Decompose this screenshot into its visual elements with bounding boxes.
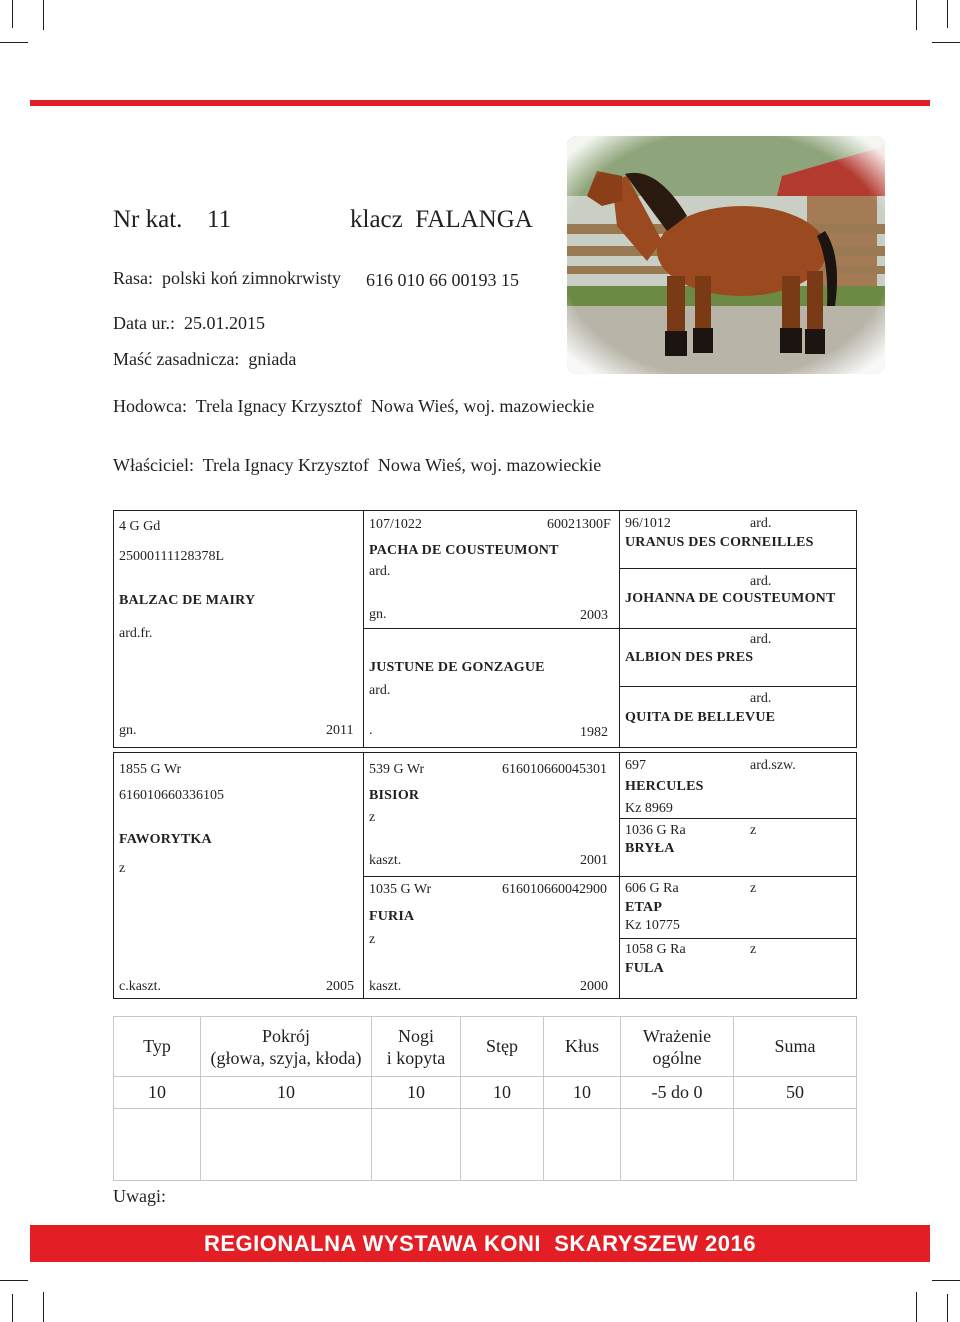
header-label: Stęp — [485, 1036, 518, 1056]
sss-reg: 96/1012 — [625, 516, 671, 531]
crop-mark — [43, 0, 44, 30]
ds-name: BISIOR — [369, 788, 420, 803]
dsd-reg: 1036 G Ra — [625, 823, 686, 838]
sire-reg: 4 G Gd — [119, 519, 161, 534]
max-value: 10 — [461, 1077, 544, 1109]
score-cell[interactable] — [114, 1109, 201, 1181]
owner: Właściciel: Trela Ignacy Krzysztof Nowa Wieś, woj. mazowieckie — [113, 455, 602, 475]
ss-color: gn. — [369, 607, 387, 622]
crop-mark — [947, 1294, 948, 1322]
sd-breed: ard. — [369, 683, 391, 698]
score-cell[interactable] — [544, 1109, 621, 1181]
header-label: Pokrój (głowa, szyja, kłoda) — [210, 1025, 362, 1068]
dds-extra: Kz 10775 — [625, 918, 680, 933]
header-step — [461, 1017, 544, 1077]
score-cell[interactable] — [734, 1109, 857, 1181]
max-value: 10 — [372, 1077, 461, 1109]
ds-id: 616010660045301 — [502, 762, 607, 777]
catalog-number: 11 — [207, 206, 232, 233]
ssd-name: JOHANNA DE COUSTEUMONT — [625, 591, 836, 606]
dd-name: FURIA — [369, 909, 415, 924]
dss-reg: 697 — [625, 758, 646, 773]
dd-year: 2000 — [580, 979, 608, 994]
sds-breed: ard. — [750, 632, 772, 647]
ds-reg: 539 G Wr — [369, 762, 425, 777]
divider — [619, 510, 620, 748]
dam-ueln: 616010660336105 — [119, 788, 224, 803]
score-cell[interactable] — [201, 1109, 372, 1181]
breed-line: Rasa: polski koń zimnokrwisty — [113, 268, 341, 288]
sire-name: BALZAC DE MAIRY — [119, 593, 256, 608]
ddd-reg: 1058 G Ra — [625, 942, 686, 957]
dam-year: 2005 — [326, 979, 354, 994]
sdd-breed: ard. — [750, 691, 772, 706]
sire-ueln: 25000111128378L — [119, 549, 224, 564]
score-max-row — [114, 1077, 857, 1109]
dsd-breed: z — [750, 823, 757, 838]
dam-breed: z — [119, 861, 126, 876]
dd-id: 616010660042900 — [502, 882, 607, 897]
ds-color: kaszt. — [369, 853, 402, 868]
ssd-breed: ard. — [750, 574, 772, 589]
banner-text: REGIONALNA WYSTAWA KONI SKARYSZEW 2016 — [203, 1231, 757, 1256]
score-cell[interactable] — [461, 1109, 544, 1181]
header-klus — [544, 1017, 621, 1077]
event-banner — [30, 1225, 930, 1262]
dds-reg: 606 G Ra — [625, 881, 679, 896]
crop-mark — [932, 1280, 960, 1281]
dss-extra: Kz 8969 — [625, 801, 673, 816]
sire-year: 2011 — [326, 723, 354, 738]
dss-breed: ard.szw. — [750, 758, 796, 773]
header-label: Typ — [143, 1036, 171, 1056]
max-value: -5 do 0 — [621, 1077, 734, 1109]
ss-id: 60021300F — [547, 517, 611, 532]
ddd-name: FULA — [625, 961, 664, 976]
ueln-number: 616 010 66 00193 15 — [366, 270, 519, 290]
header-wrazenie — [621, 1017, 734, 1077]
divider — [363, 628, 620, 629]
crop-mark — [947, 0, 948, 28]
divider — [619, 938, 857, 939]
header-label: Wrażenie ogólne — [642, 1025, 712, 1068]
header-label: Suma — [774, 1036, 816, 1056]
coat-color: Maść zasadnicza: gniada — [113, 349, 297, 369]
score-cell[interactable] — [372, 1109, 461, 1181]
ss-year: 2003 — [580, 608, 608, 623]
sss-name: URANUS DES CORNEILLES — [625, 535, 814, 550]
crop-mark — [12, 0, 13, 28]
dd-color: kaszt. — [369, 979, 402, 994]
birth-date: Data ur.: 25.01.2015 — [113, 313, 265, 333]
divider — [619, 686, 857, 687]
sdd-name: QUITA DE BELLEVUE — [625, 710, 776, 725]
dss-name: HERCULES — [625, 779, 704, 794]
dsd-name: BRYŁA — [625, 841, 675, 856]
catalog-label: Nr kat. — [113, 206, 183, 233]
divider — [619, 818, 857, 819]
score-entry-row — [114, 1109, 857, 1181]
header-label: Kłus — [564, 1036, 599, 1056]
dd-breed: z — [369, 932, 376, 947]
horse-photo — [567, 136, 885, 374]
max-value: 50 — [734, 1077, 857, 1109]
sss-breed: ard. — [750, 516, 772, 531]
divider — [363, 876, 620, 877]
ss-breed: ard. — [369, 564, 391, 579]
dds-breed: z — [750, 881, 757, 896]
sire-breed: ard.fr. — [119, 626, 153, 641]
crop-mark — [0, 42, 28, 43]
crop-mark — [0, 1280, 28, 1281]
dam-color: c.kaszt. — [119, 979, 161, 994]
max-value: 10 — [201, 1077, 372, 1109]
breeder: Hodowca: Trela Ignacy Krzysztof Nowa Wieś, woj. mazowieckie — [113, 396, 595, 416]
dam-reg: 1855 G Wr — [119, 762, 182, 777]
crop-mark — [916, 1292, 917, 1322]
crop-mark — [12, 1294, 13, 1322]
sd-name: JUSTUNE DE GONZAGUE — [369, 660, 545, 675]
horse-title: klacz FALANGA — [350, 206, 533, 233]
dd-reg: 1035 G Wr — [369, 882, 432, 897]
ds-year: 2001 — [580, 853, 608, 868]
dam-name: FAWORYTKA — [119, 832, 212, 847]
divider — [619, 628, 857, 629]
top-red-rule — [30, 100, 930, 106]
header-suma — [734, 1017, 857, 1077]
crop-mark — [932, 42, 960, 43]
divider — [363, 510, 364, 748]
ddd-breed: z — [750, 942, 757, 957]
score-header-row — [114, 1017, 857, 1077]
score-cell[interactable] — [621, 1109, 734, 1181]
dds-name: ETAP — [625, 900, 663, 915]
sds-name: ALBION DES PRES — [625, 650, 754, 665]
crop-mark — [916, 0, 917, 30]
header-nogi — [372, 1017, 461, 1077]
divider — [619, 876, 857, 877]
notes-label: Uwagi: — [113, 1186, 166, 1206]
sire-color: gn. — [119, 723, 137, 738]
divider — [619, 568, 857, 569]
score-table — [113, 1016, 857, 1181]
ss-name: PACHA DE COUSTEUMONT — [369, 543, 559, 558]
header-typ — [114, 1017, 201, 1077]
crop-mark — [43, 1292, 44, 1322]
header-pokroj — [201, 1017, 372, 1077]
max-value: 10 — [114, 1077, 201, 1109]
max-value: 10 — [544, 1077, 621, 1109]
ds-breed: z — [369, 810, 376, 825]
header-label: Nogi i kopyta — [386, 1025, 446, 1068]
ss-reg: 107/1022 — [369, 517, 422, 532]
sd-year: 1982 — [580, 725, 608, 740]
sd-color: . — [369, 723, 373, 738]
